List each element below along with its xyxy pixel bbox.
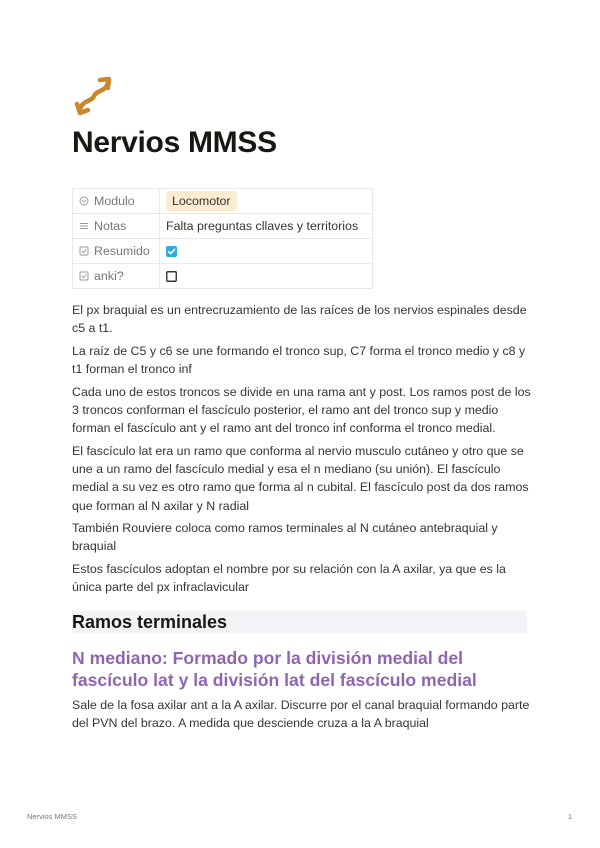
property-value[interactable] — [160, 189, 373, 214]
property-value — [160, 239, 373, 264]
curved-double-arrow-icon — [72, 74, 116, 118]
text-lines-icon — [79, 221, 89, 231]
anki-checkbox[interactable] — [166, 271, 177, 282]
property-key-label: Modulo — [94, 194, 135, 208]
properties-table — [72, 188, 373, 289]
property-key-label: Resumido — [94, 244, 150, 258]
footer-title: Nervios MMSS — [27, 812, 78, 821]
paragraph: El px braquial es un entrecruzamiento de las raíces de los nervios espinales desde c5 a t1. — [72, 303, 527, 336]
resumido-checkbox[interactable] — [166, 246, 177, 257]
property-row-resumido — [73, 239, 373, 264]
section-heading: Ramos terminales — [72, 611, 527, 633]
property-row-modulo — [73, 189, 373, 214]
paragraph: También Rouviere coloca como ramos terminales al N cutáneo antebraquial y braquial — [72, 521, 498, 554]
paragraph: Estos fascículos adoptan el nombre por su relación con la A axilar, ya que es la única parte del px infraclavicular — [72, 562, 506, 595]
property-row-anki — [73, 264, 373, 289]
paragraph: El fascículo lat era un ramo que conforma al nervio musculo cutáneo y otro que se une a un ramo del fascículo medial y esa el n mediano (su unión). El fascículo medial a su vez es otro ramo que forma al n cubital. El fascículo post da dos ramos que forman al N axilar y N radial — [72, 443, 529, 513]
checkbox-property-icon — [79, 271, 89, 281]
checkbox-property-icon — [79, 246, 89, 256]
property-value — [160, 264, 373, 289]
property-key — [73, 214, 160, 239]
paragraph: Sale de la fosa axilar ant a la A axilar. Discurre por el canal braquial formando parte del PVN del brazo. A medida que desciende cruza a la A braquial — [72, 697, 530, 730]
page-body — [72, 301, 532, 736]
subsection-heading: N mediano: Formado por la división medial del fascículo lat y la división lat del fascículo medial — [72, 647, 477, 690]
paragraph: La raíz de C5 y c6 se une formando el tronco sup, C7 forma el tronco medio y c8 y t1 forman el tronco inf — [72, 343, 526, 377]
property-row-notas — [73, 214, 373, 239]
page-number: 1 — [567, 812, 572, 821]
property-key — [73, 264, 160, 289]
module-tag[interactable]: Locomotor — [166, 191, 237, 211]
select-icon — [79, 196, 89, 206]
property-key — [73, 239, 160, 264]
notes-value[interactable]: Falta preguntas cllaves y territorios — [160, 214, 373, 239]
property-key — [73, 189, 160, 214]
property-key-label: Notas — [94, 219, 127, 233]
property-key-label: anki? — [94, 269, 124, 283]
page-title: Nervios MMSS — [72, 126, 277, 159]
paragraph: Cada uno de estos troncos se divide en una rama ant y post. Los ramos post de los 3 troncos conforman el fascículo posterior, el ramo ant del tronco sup y medio forman el fascículo ant y el ramo ant del tronco inf conforma el tronco medial. — [72, 384, 531, 436]
